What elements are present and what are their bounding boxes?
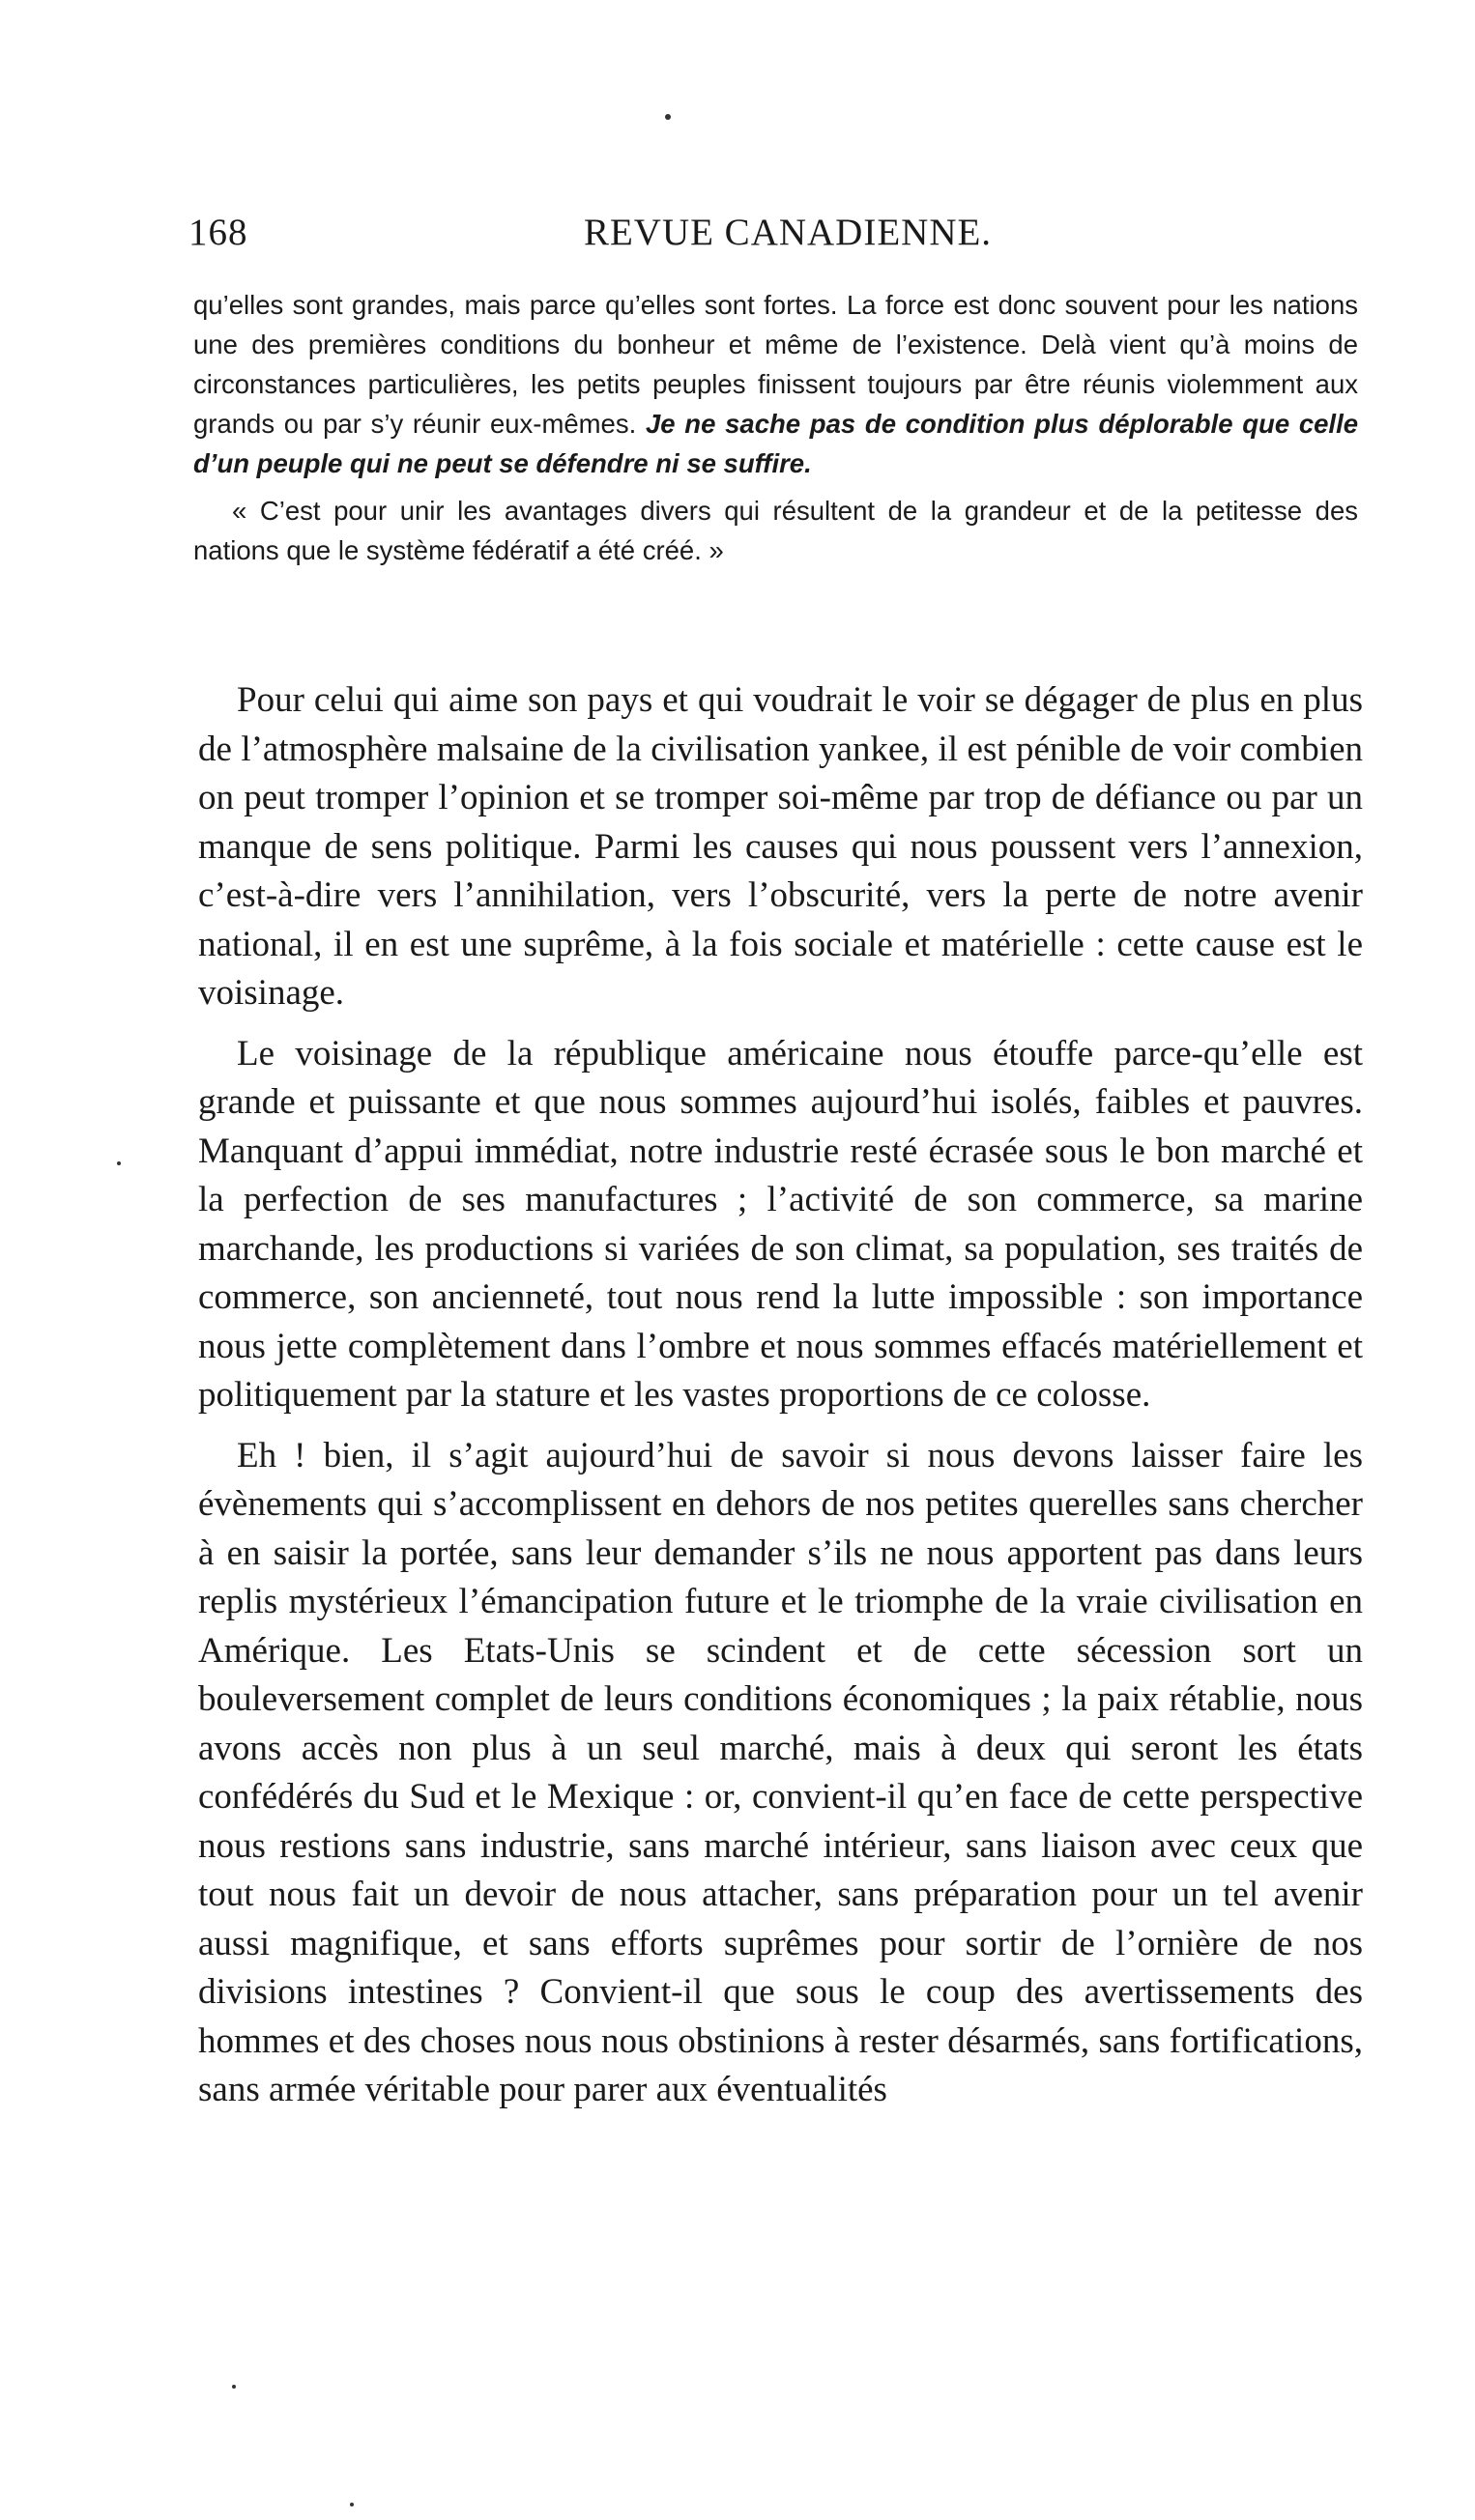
page-number: 168 [188,212,248,253]
ink-speck [665,114,671,120]
ink-speck [232,2385,236,2389]
page-header [188,211,1387,269]
quote-text: qu’elles sont grandes, mais parce qu’elles sont fortes. La force est donc souvent pour les nations une des premières conditions du bonheur et même de l’existence. Delà vient qu’à moins de circonstances particulières, les petits peuples finissent toujours par être réunis violemment aux grands ou par s’y réunir eux-mêmes. [193,290,1358,439]
body-paragraph: Pour celui qui aime son pays et qui voudrait le voir se dégager de plus en plus de l’atmosphère malsaine de la civilisation yankee, il est pénible de voir combien on peut tromper l’opinion et se tromper soi-même par trop de défiance ou par un manque de sens politique. Parmi les causes qui nous poussent vers l’annexion, c’est-à-dire vers l’annihilation, vers l’obscurité, vers la perte de notre avenir national, il en est une suprême, à la fois sociale et matérielle : cette cause est le voisinage. [198,680,1363,1013]
body-paragraph: Eh ! bien, il s’agit aujourd’hui de savoir si nous devons laisser faire les évènements qui s’accomplissent en dehors de nos petites querelles sans chercher à en saisir la portée, sans leur demander s’ils ne nous apportent pas dans leurs replis mystérieux l’émancipation future et le triomphe de la vraie civilisation en Amérique. Les Etats-Unis se scindent et de cette sécession sort un bouleversement complet de leurs conditions économiques ; la paix rétablie, nous avons accès non plus à un seul marché, mais à deux qui seront les états confédérés du Sud et le Mexique : or, convient-il qu’en face de cette perspective nous restions sans industrie, sans marché intérieur, sans liaison avec ceux que tout nous fait un devoir de nous attacher, sans préparation pour un tel avenir aussi magnifique, et sans efforts suprêmes pour sortir de l’ornière de nos divisions intestines ? Convient-il que sous le coup des avertissements des hommes et des choses nous nous obstinions à rester désarmés, sans fortifications, sans armée véritable pour parer aux éventualités [198,1435,1363,2109]
ink-speck [350,2503,354,2506]
body-text [198,676,1363,2127]
quoted-excerpt [193,285,1358,570]
body-paragraph: Le voisinage de la république américaine nous étouffe parce-qu’elle est grande et puissante et que nous sommes aujourd’hui isolés, faibles et pauvres. Manquant d’appui immédiat, notre industrie resté écrasée sous le bon marché et la perfection de ses manufactures ; l’activité de son commerce, sa marine marchande, les productions si variées de son climat, sa population, ses traités de commerce, son ancienneté, tout nous rend la lutte impossible : son importance nous jette complètement dans l’ombre et nous sommes effacés matériellement et politiquement par la stature et les vastes proportions de ce colosse. [198,1033,1363,1415]
quote-paragraph [193,285,1358,483]
running-head: REVUE CANADIENNE. [583,212,993,253]
quote-italic-text: Je ne sache pas de condition plus déplorable que celle d’un peuple qui ne peut se défendre ni se suffire. [193,409,1358,478]
ink-speck [117,1161,121,1165]
quote-paragraph: « C’est pour unir les avantages divers qui résultent de la grandeur et de la petitesse des nations que le système fédératif a été créé. » [193,496,1358,565]
